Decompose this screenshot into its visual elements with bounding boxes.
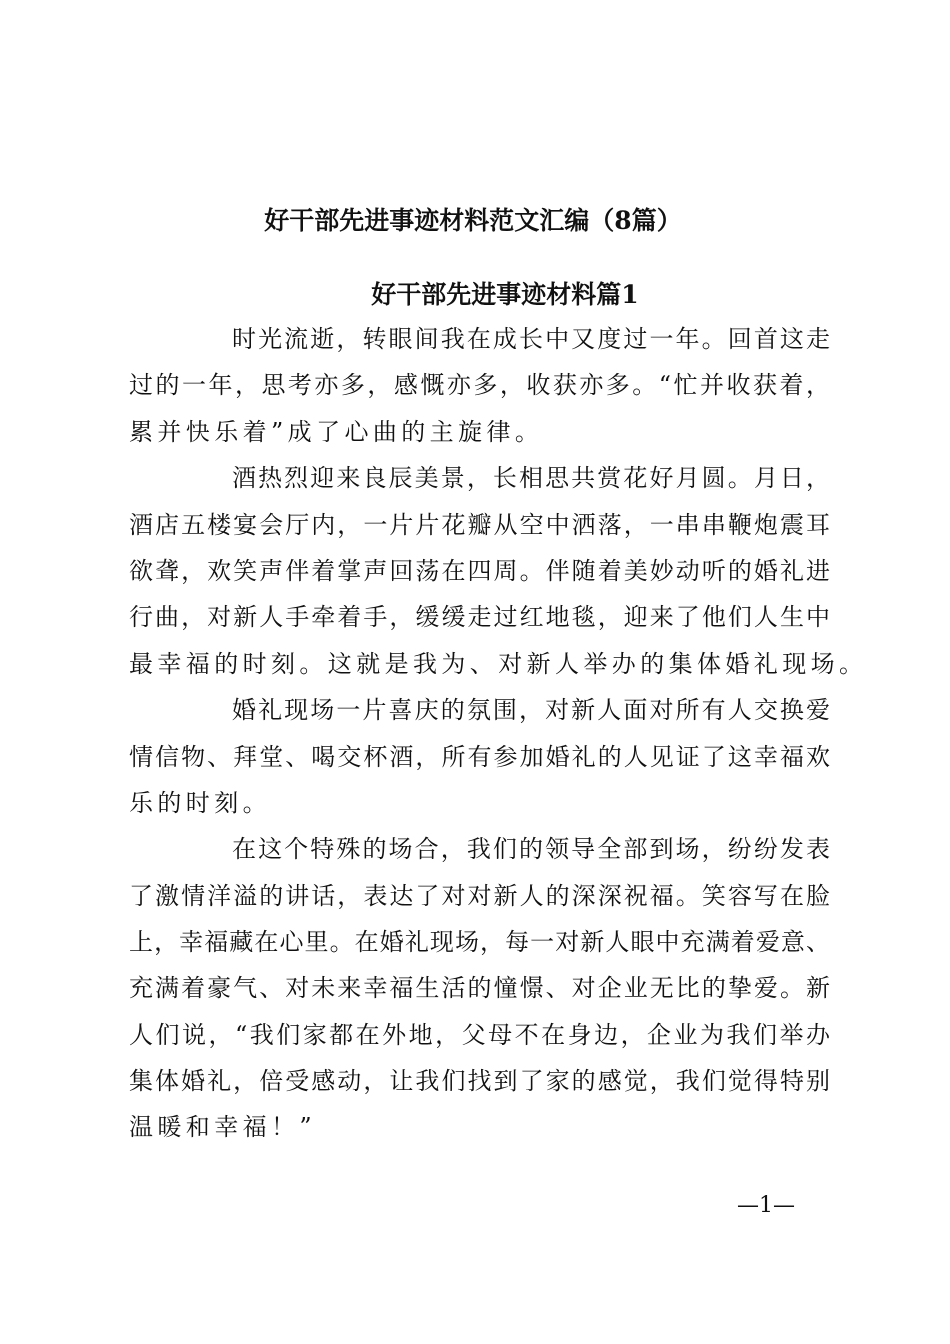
document-title: 好干部先进事迹材料范文汇编（8篇） bbox=[264, 206, 682, 235]
text-line: 了激情洋溢的讲话，表达了对对新人的深深祝福。笑容写在脸 bbox=[129, 882, 830, 910]
text-line: 酒热烈迎来良辰美景，长相思共赏花好月圆。月日， bbox=[232, 464, 830, 492]
text-line: 乐的时刻。 bbox=[129, 789, 271, 817]
text-line: 在这个特殊的场合，我们的领导全部到场，纷纷发表 bbox=[232, 835, 830, 863]
page-number: —1— bbox=[737, 1193, 795, 1218]
text-line: 温暖和幸福！” bbox=[129, 1113, 317, 1141]
text-line: 过的一年，思考亦多，感慨亦多，收获亦多。“忙并收获着， bbox=[129, 371, 830, 399]
text-line: 累并快乐着”成了心曲的主旋律。 bbox=[129, 418, 544, 446]
text-line: 最幸福的时刻。这就是我为、对新人举办的集体婚礼现场。 bbox=[129, 650, 868, 678]
text-line: 集体婚礼，倍受感动，让我们找到了家的感觉，我们觉得特别 bbox=[129, 1067, 830, 1095]
text-line: 人们说，“我们家都在外地，父母不在身边，企业为我们举办 bbox=[129, 1021, 830, 1049]
text-line: 婚礼现场一片喜庆的氛围，对新人面对所有人交换爱 bbox=[232, 696, 830, 724]
text-line: 酒店五楼宴会厅内，一片片花瓣从空中洒落，一串串鞭炮震耳 bbox=[129, 511, 830, 539]
text-line: 上，幸福藏在心里。在婚礼现场，每一对新人眼中充满着爱意、 bbox=[129, 928, 830, 956]
text-line: 欲聋，欢笑声伴着掌声回荡在四周。伴随着美妙动听的婚礼进 bbox=[129, 557, 830, 585]
text-line: 情信物、拜堂、喝交杯酒，所有参加婚礼的人见证了这幸福欢 bbox=[129, 743, 830, 771]
text-line: 时光流逝，转眼间我在成长中又度过一年。回首这走 bbox=[232, 325, 830, 353]
text-line: 充满着豪气、对未来幸福生活的憧憬、对企业无比的挚爱。新 bbox=[129, 974, 830, 1002]
text-line: 行曲，对新人手牵着手，缓缓走过红地毯，迎来了他们人生中 bbox=[129, 603, 830, 631]
section-title: 好干部先进事迹材料篇1 bbox=[371, 280, 639, 309]
